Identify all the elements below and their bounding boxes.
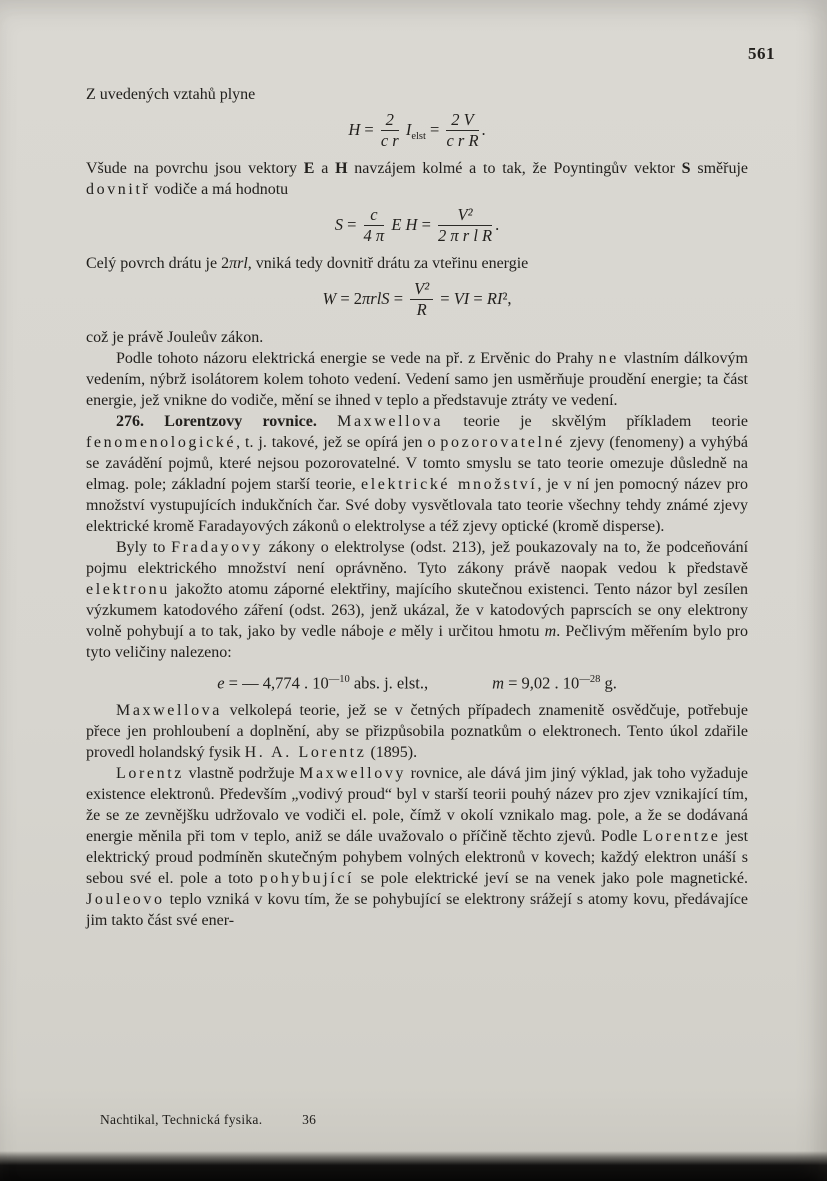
paragraph: Lorentz vlastně podržuje Maxwellovy rovnice, ale dává jim jiný výklad, jak toho vyžaduje existence elektronů. Především „vodivý proud“ byl v starší teorii pouhý název pro zjev vznikající tím, že se ze zevnějšku udržovalo ve vodiči el. pole, čímž v okolí vznikalo mag. pole, a že se dodávaná energie měnila při tom v teplo, aniž se dále uvažovalo o příčině těchto zjevů. Podle Lorentze jest elektrický proud podmíněn skutečným pohybem volných elektronů v kovech; každý elektron unáší s sebou své el. pole a toto pohybující se pole elektrické jeví se na venek jako pole magnetické. Jouleovo teplo vzniká v kovu tím, že se pohybující se elektrony srážejí s atomy kovu, předávajíce jim takto část své ener-: [86, 765, 749, 930]
equation-joule-w: W = 2πrlS = $\frac{\text{V²}}{R}$ = VI = RI²,: [322, 278, 512, 320]
section-paragraph: 276. Lorentzovy rovnice. Maxwellova teorie je skvělým příkladem teorie fenomenologické, t. j. takové, jež se opírá jen o pozorovatelné zjevy (fenomeny) a vyhýbá se zavádění pojmů, které nejsou pozorovatelné. V tomto smyslu se tato teorie omezuje důsledně na elmag. pole; základní pojem starší teorie, elektrické množství, je v ní jen pomocný název pro množství vystupujících indukčních čar. Své doby vysvětlovala tato teorie všechny tehdy známé zjevy elektrické kromě Faradayových zákonů o elektrolyse a též zjevy optické (kromě disperse).: [86, 412, 749, 535]
paragraph: což je právě Jouleův zákon.: [86, 328, 264, 346]
footer: [100, 1112, 316, 1128]
paragraph: Maxwellova velkolepá teorie, jež se v četných případech znamenitě osvědčuje, potřebuje přece jen prohloubení a doplnění, aby se přizpůsobila poznatkům o elektronech. Tento úkol zdařile provedl holandský fysik H. A. Lorentz (1895).: [86, 702, 748, 762]
paragraph: Byly to Fradayovy zákony o elektrolyse (odst. 213), jež poukazovaly na to, že podceňování pojmu elektrického množství není oprávněno. Tyto zákony právě naopak vedou k představě elektronu jakožto atomu záporné elektřiny, majícího skutečnou existenci. Tento názor byl zesílen výzkumem katodového záření (odst. 263), jenž ukázal, že v katodových paprscích se ony elektrony volně pohybují a to tak, jako by vedle náboje e měly i určitou hmotu m. Pečlivým měřením bylo pro tyto veličiny nalezeno:: [86, 538, 749, 661]
scan-edge-shadow: [0, 1151, 827, 1181]
equation-electron-charge-mass: e = — 4,774 . $10^{—10}$ abs. j. elst., m = 9,02 . $10^{—28}$ g.: [217, 673, 617, 693]
text-block: [86, 84, 748, 931]
paragraph: Celý povrch drátu je 2πrl, vniká tedy dovnitř drátu za vteřinu energie: [86, 254, 529, 272]
paragraph: Všude na povrchu jsou vektory E a H navzájem kolmé a to tak, že Poyntingův vektor S směřuje dovnitř vodiče a má hodnotu: [86, 159, 748, 198]
paragraph: Podle tohoto názoru elektrická energie se vede na př. z Ervěnic do Prahy ne vlastním dálkovým vedením, nýbrž isolátorem kolem tohoto vedení. Vedení samo jen usměrňuje proudění energie; ta část energie, jež vnikne do vodiče, mění se ihned v teplo a představuje ztráty ve vedení.: [86, 349, 748, 409]
equation-poynting-s: S = $\frac{c}{4 \pi}$ E H = $\frac{\text{V²}}{\text{2 π r l R}}$ .: [334, 204, 500, 246]
footer-imprint: Nachtikal, Technická fysika.: [100, 1112, 263, 1127]
footer-sheet-number: 36: [302, 1112, 317, 1127]
page-number: 561: [748, 44, 775, 63]
paragraph: Z uvedených vztahů plyne: [86, 86, 256, 103]
equation-field-h: H = $\frac{2}{\text{c r}}$ $I_{elst}$ = $\frac{2 V}{\text{c r R}}$ .: [348, 110, 486, 151]
